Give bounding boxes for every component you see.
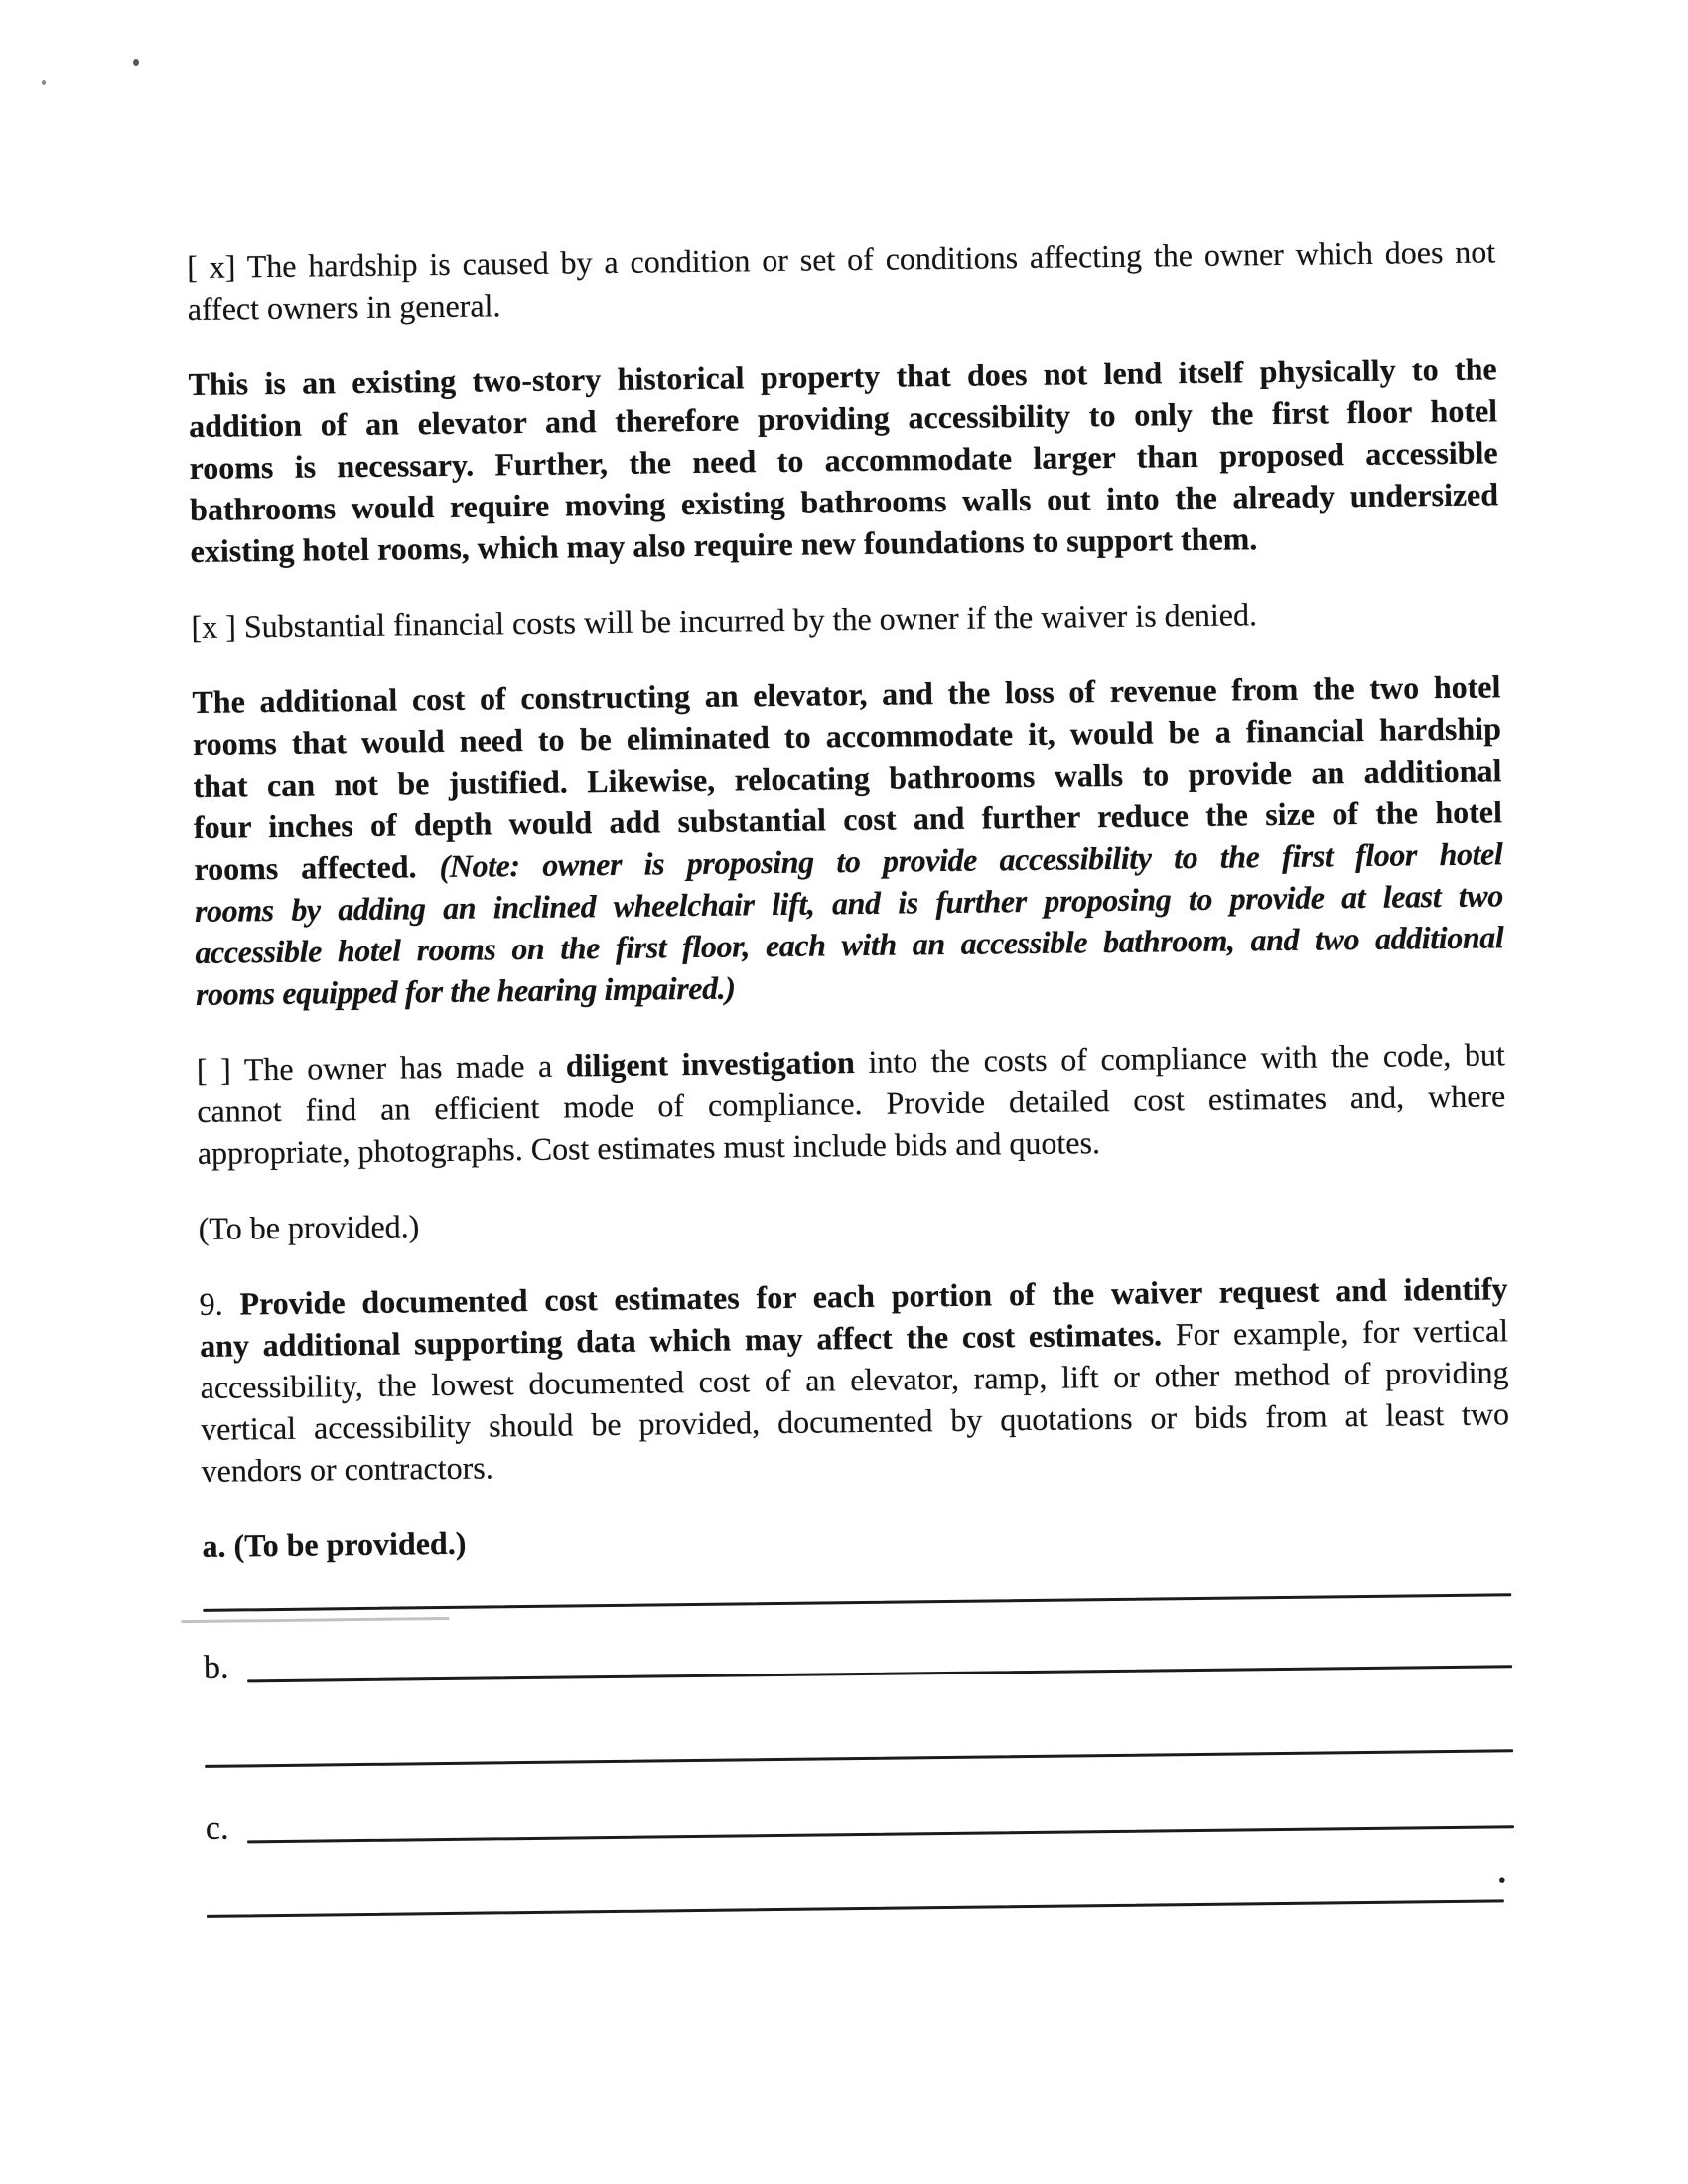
- scan-echo-line: [181, 1617, 449, 1623]
- answer-c-label: c.: [205, 1810, 229, 1847]
- answer-b-label: b.: [203, 1649, 229, 1686]
- text-line: accessibility, the lowest documented cost of an elevator, ramp, lift or other method of providing: [200, 1354, 1509, 1405]
- checkbox-financial-checked[interactable]: [x ]: [191, 608, 237, 645]
- checkbox-investigation-unchecked[interactable]: [ ]: [196, 1051, 232, 1088]
- document-body: [187, 230, 1515, 1918]
- text-line: four inches of depth would add substantial cost and further reduce the size of the hotel: [193, 794, 1503, 845]
- text-line: rooms affected. (Note: owner is proposing to provide accessibility to the first floor hotel: [194, 835, 1503, 887]
- checkbox-hardship-checked[interactable]: [ x]: [187, 248, 236, 285]
- text-line: accessible hotel rooms on the first floor, each with an accessible bathroom, and two additional: [195, 919, 1504, 970]
- text-line: that can not be justified. Likewise, relocating bathrooms walls to provide an additional: [193, 752, 1502, 803]
- answer-b-blank-line[interactable]: [247, 1665, 1512, 1682]
- to-be-provided-note: [198, 1192, 1506, 1249]
- answer-line-b: [204, 1633, 1512, 1688]
- paragraphs-host: [187, 230, 1511, 1567]
- hardship-condition-statement: [187, 230, 1496, 330]
- text-line: [ ] The owner has made a diligent investigation into the costs of compliance with the code, but: [196, 1036, 1505, 1088]
- text-line: rooms is necessary. Further, the need to accommodate larger than proposed accessible: [189, 434, 1498, 486]
- text-line: bathrooms would require moving existing bathrooms walls out into the already undersized: [189, 476, 1499, 527]
- text-line: any additional supporting data which may affect the cost estimates. For example, for vertical: [199, 1312, 1509, 1364]
- text-line: appropriate, photographs. Cost estimates must include bids and quotes.: [197, 1124, 1101, 1171]
- text-line: rooms equipped for the hearing impaired.): [195, 969, 736, 1012]
- answer-blanks-section: [203, 1593, 1515, 1918]
- answer-line-c: [206, 1794, 1514, 1849]
- text-line: (To be provided.): [198, 1208, 420, 1246]
- text-line: a. (To be provided.): [202, 1525, 467, 1564]
- text-line: affect owners in general.: [187, 287, 501, 327]
- stray-period-mark: .: [1497, 1853, 1507, 1891]
- answer-c-blank-line[interactable]: [247, 1825, 1514, 1843]
- text-line: [ x] The hardship is caused by a condition or set of conditions affecting the owner which does not: [187, 233, 1496, 285]
- diligent-investigation-statement: [197, 1033, 1506, 1174]
- answer-a: [202, 1510, 1510, 1567]
- text-line: rooms by adding an inclined wheelchair lift, and is further proposing to provide at least two: [194, 877, 1504, 929]
- text-line: The additional cost of constructing an elevator, and the loss of revenue from the two hotel: [192, 668, 1501, 720]
- answer-additional-cost: [192, 665, 1504, 1015]
- answer-c-continuation-line[interactable]: [207, 1853, 1507, 1918]
- item-9-instruction: [199, 1267, 1509, 1492]
- text-line: rooms that would need to be eliminated to accommodate it, would be a financial hardship: [192, 710, 1502, 762]
- text-line: This is an existing two-story historical property that does not lend itself physically to the: [188, 351, 1497, 402]
- answer-a-blank-line[interactable]: [203, 1593, 1511, 1612]
- text-line: addition of an elevator and therefore providing accessibility to only the first floor hotel: [188, 392, 1498, 444]
- text-line: [x ] Substantial financial costs will be incurred by the owner if the waiver is denied.: [191, 596, 1258, 645]
- text-line: cannot find an efficient mode of compliance. Provide detailed cost estimates and, where: [197, 1078, 1506, 1129]
- text-line: existing hotel rooms, which may also require new foundations to support them.: [190, 520, 1258, 569]
- scan-speck: [42, 80, 46, 85]
- scan-speck: [133, 59, 139, 66]
- answer-b-continuation-line[interactable]: [205, 1749, 1513, 1768]
- financial-costs-statement: [191, 590, 1499, 648]
- text-line: vertical accessibility should be provided, documented by quotations or bids from at least two: [200, 1395, 1510, 1447]
- text-line: 9. Provide documented cost estimates for each portion of the waiver request and identify: [199, 1270, 1508, 1322]
- text-line: vendors or contractors.: [201, 1449, 493, 1489]
- answer-historical-property: [188, 348, 1498, 572]
